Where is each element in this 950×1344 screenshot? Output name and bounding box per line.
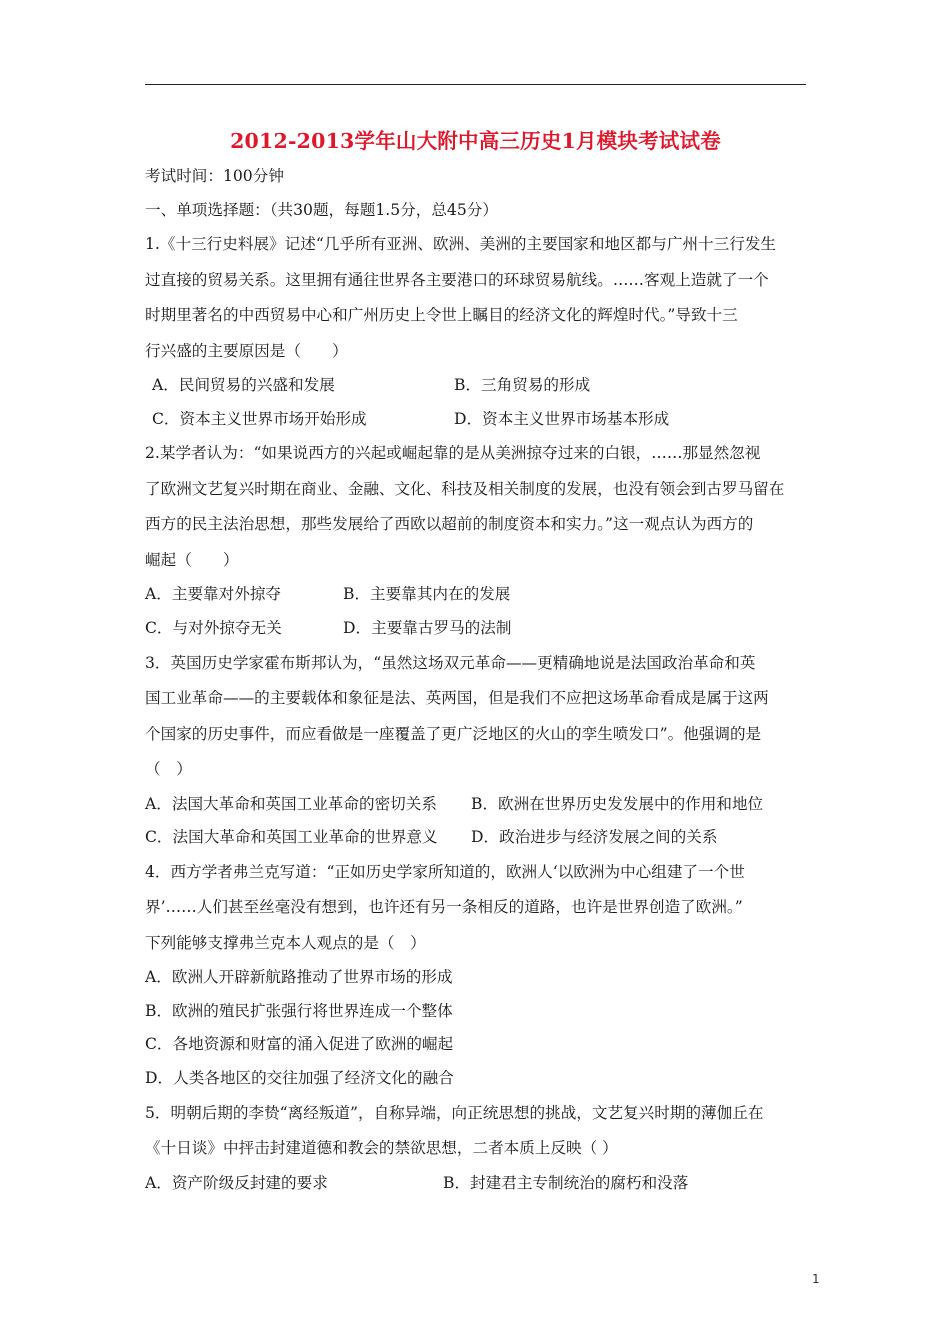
option-b: B．封建君主专制统治的腐朽和没落 — [443, 1173, 689, 1192]
option-d: D．人类各地区的交往加强了经济文化的融合 — [145, 1069, 454, 1088]
option-c: C．与对外掠夺无关 — [145, 618, 282, 637]
question-text-line: 5．明朝后期的李贽“离经叛道”，自称异端，向正统思想的挑战，文艺复兴时期的薄伽丘在 — [145, 1103, 764, 1122]
question-text-line: 《十日谈》中抨击封建道德和教会的禁欲思想，二者本质上反映（ ） — [145, 1139, 618, 1158]
question-5 — [145, 1096, 809, 1201]
option-row — [145, 788, 809, 822]
question-text-line: 过直接的贸易关系。这里拥有通往世界各主要港口的环球贸易航线。……客观上造就了一个 — [145, 270, 769, 289]
question-text-line: （ ） — [145, 760, 192, 779]
question-text-line: 3．英国历史学家霍布斯邦认为，“虽然这场双元革命——更精确地说是法国政治革命和英 — [145, 653, 756, 672]
question-text-line: 界’……人们甚至丝毫没有想到，也许还有另一条相反的道路，也许是世界创造了欧洲。” — [145, 898, 743, 917]
option-d: D．政治进步与经济发展之间的关系 — [471, 828, 718, 847]
option-a: A．欧洲人开辟新航路推动了世界市场的形成 — [145, 968, 453, 987]
question-text-line: 下列能够支撑弗兰克本人观点的是（ ） — [145, 933, 426, 952]
option-d: D．主要靠古罗马的法制 — [343, 618, 512, 637]
option-row — [145, 612, 809, 646]
question-1 — [145, 227, 809, 436]
question-4 — [145, 855, 809, 1096]
question-text-line: 时期里著名的中西贸易中心和广州历史上令世上瞩目的经济文化的辉煌时代。”导致十三 — [145, 306, 738, 325]
question-3 — [145, 646, 809, 855]
option-b: B．三角贸易的形成 — [454, 376, 591, 395]
option-row — [145, 1167, 809, 1201]
exam-time: 考试时间：100分钟 — [145, 167, 284, 185]
option-row — [145, 821, 809, 855]
option-b: B．主要靠其内在的发展 — [343, 585, 511, 604]
option-row — [145, 578, 809, 612]
option-c: C．各地资源和财富的涌入促进了欧洲的崛起 — [145, 1035, 454, 1054]
option-a: A．资产阶级反封建的要求 — [145, 1173, 328, 1192]
question-text-line: 2.某学者认为：“如果说西方的兴起或崛起靠的是从美洲掠夺过来的白银，……那显然忽视 — [145, 444, 761, 463]
option-b: B．欧洲的殖民扩张强行将世界连成一个整体 — [145, 1001, 453, 1020]
option-c: C．资本主义世界市场开始形成 — [152, 409, 367, 428]
question-text-line: 1.《十三行史料展》记述“几乎所有亚洲、欧洲、美洲的主要国家和地区都与广州十三行发生 — [145, 235, 777, 254]
header-rule — [145, 84, 806, 85]
option-a: A．民间贸易的兴盛和发展 — [152, 376, 335, 395]
question-text-line: 西方的民主法治思想，那些发展给了西欧以超前的制度资本和实力。”这一观点认为西方的 — [145, 515, 754, 534]
question-text-line: 个国家的历史事件，而应看做是一座覆盖了更广泛地区的火山的孪生喷发口”。他强调的是 — [145, 724, 762, 743]
option-c: C．法国大革命和英国工业革命的世界意义 — [145, 828, 438, 847]
option-row — [145, 403, 809, 437]
option-d: D．资本主义世界市场基本形成 — [454, 409, 670, 428]
question-2 — [145, 436, 809, 645]
option-a: A．主要靠对外掠夺 — [145, 585, 282, 604]
question-text-line: 了欧洲文艺复兴时期在商业、金融、文化、科技及相关制度的发展，也没有领会到古罗马留在 — [145, 479, 785, 498]
option-row — [145, 369, 809, 403]
question-text-line: 崛起（ ） — [145, 550, 239, 569]
question-text-line: 国工业革命——的主要载体和象征是法、英两国，但是我们不应把这场革命看成是属于这两 — [145, 689, 769, 708]
page-number: 1 — [812, 1272, 820, 1286]
exam-title: 2012-2013学年山大附中高三历史1月模块考试试卷 — [230, 129, 721, 153]
option-a: A．法国大革命和英国工业革命的密切关系 — [145, 794, 437, 813]
option-b: B．欧洲在世界历史发发展中的作用和地位 — [471, 794, 764, 813]
question-text-line: 4．西方学者弗兰克写道：“正如历史学家所知道的，欧洲人‘以欧洲为中心组建了一个世 — [145, 862, 745, 881]
section-heading: 一、单项选择题：（共30题，每题1.5分，总45分） — [145, 200, 498, 219]
exam-body — [145, 160, 809, 1200]
question-text-line: 行兴盛的主要原因是（ ） — [145, 341, 348, 360]
